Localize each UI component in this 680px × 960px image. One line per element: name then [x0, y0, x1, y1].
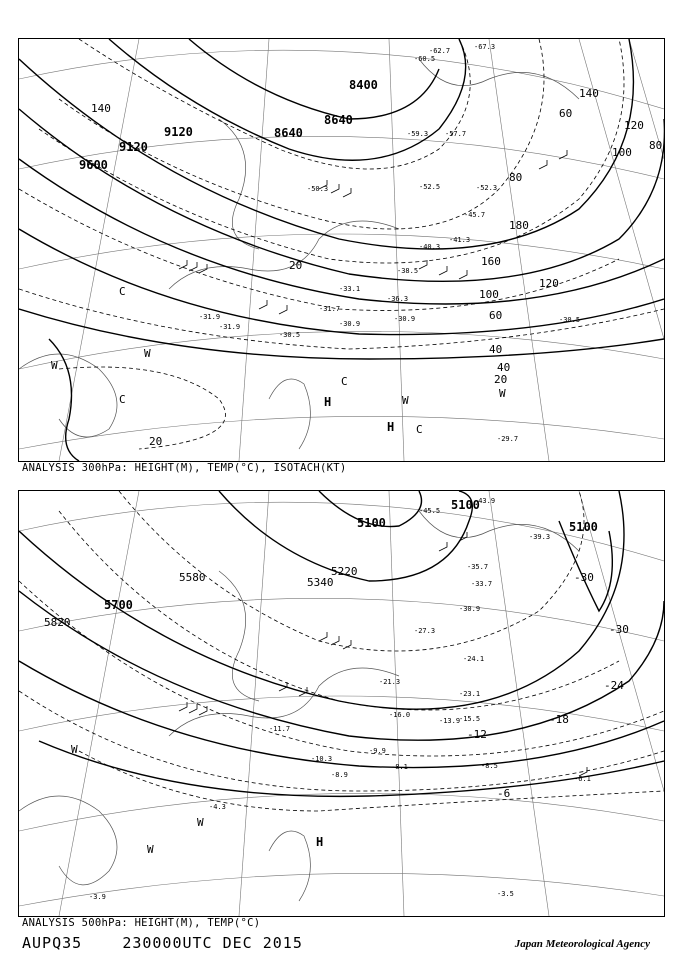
cold-center-label: C	[119, 393, 126, 406]
temperature-value: -30.5	[559, 316, 581, 324]
temperature-value: -3.5	[497, 890, 514, 898]
temperature-value: -52.5	[419, 183, 441, 191]
warm-center-label: W	[402, 394, 409, 407]
isotherm-lines	[19, 491, 664, 811]
isotherm-label: -24	[604, 679, 624, 692]
cold-center-label: C	[416, 423, 423, 436]
isotach-label: 80	[649, 139, 663, 152]
chart-caption-300hpa: ANALYSIS 300hPa: HEIGHT(M), TEMP(°C), ISOTACH(KT)	[22, 462, 347, 474]
isotach-label: 100	[612, 146, 632, 159]
temperature-value: -27.3	[414, 627, 436, 635]
isotach-label: 120	[539, 277, 559, 290]
temperature-value: -38.5	[397, 267, 419, 275]
temperature-value: -67.3	[474, 43, 496, 51]
height-label: 5220	[331, 565, 358, 578]
temperature-value: -60.5	[414, 55, 436, 63]
isotach-label: 140	[579, 87, 599, 100]
isotherm-label: -6	[497, 787, 511, 800]
temperature-value: -31.7	[319, 305, 341, 313]
height-label: 9120	[164, 125, 193, 139]
temperature-value: -40.3	[419, 243, 441, 251]
height-label: 8640	[324, 113, 353, 127]
temperature-value: -52.3	[476, 184, 498, 192]
isotach-label: 120	[624, 119, 644, 132]
temperature-value: -16.0	[389, 711, 411, 719]
isotach-label: 40	[497, 361, 511, 374]
temperature-value: -15.5	[459, 715, 481, 723]
temperature-value: -6.1	[574, 775, 591, 783]
height-label: 8640	[274, 126, 303, 140]
chart-300hpa	[18, 38, 665, 462]
temperature-value: -39.3	[529, 533, 551, 541]
temperature-value: -8.1	[391, 763, 408, 771]
chart-caption-500hpa: ANALYSIS 500hPa: HEIGHT(M), TEMP(°C)	[22, 917, 261, 929]
isotach-label: 20	[289, 259, 303, 272]
temperature-value: -11.7	[269, 725, 291, 733]
temperature-value: -59.3	[407, 130, 429, 138]
height-label: 8400	[349, 78, 378, 92]
temperature-value: -30.9	[394, 315, 416, 323]
map-500hpa	[19, 491, 664, 916]
graticule	[19, 39, 664, 461]
isotach-label: 160	[481, 255, 501, 268]
cold-center-label: C	[341, 375, 348, 388]
temperature-value: -33.1	[339, 285, 361, 293]
height-label: 5100	[451, 498, 480, 512]
temperature-value: -30.5	[279, 331, 301, 339]
isotach-label: 60	[559, 107, 573, 120]
temperature-value: -57.7	[445, 130, 467, 138]
isotach-label: 100	[479, 288, 499, 301]
height-label: 5340	[307, 576, 334, 589]
temperature-value: -23.1	[459, 690, 481, 698]
high-center-label: H	[387, 420, 395, 434]
temperature-value: -24.1	[463, 655, 485, 663]
isotach-label: 140	[91, 102, 111, 115]
chart-500hpa	[18, 490, 665, 917]
warm-center-label: W	[144, 347, 151, 360]
isotherm-label: -30	[609, 623, 629, 636]
temperature-value: -8.9	[331, 771, 348, 779]
height-label: 5580	[179, 571, 206, 584]
isotherm-label: -30	[574, 571, 594, 584]
product-identifier	[22, 934, 303, 952]
coastline	[19, 511, 579, 901]
warm-center-label: W	[71, 743, 78, 756]
high-center-label: H	[316, 835, 324, 849]
temperature-value: -4.3	[209, 803, 226, 811]
height-contours	[19, 39, 664, 461]
isotach-label: 180	[509, 219, 529, 232]
temperature-value: -30.9	[339, 320, 361, 328]
cold-center-label: C	[119, 285, 126, 298]
isotherm-label: -12	[467, 728, 487, 741]
temperature-value: -36.3	[387, 295, 409, 303]
agency-name: Japan Meteorological Agency	[514, 938, 650, 950]
temperature-value: -31.9	[219, 323, 241, 331]
temperature-value: -31.9	[199, 313, 221, 321]
height-contours	[19, 491, 664, 796]
temperature-value: -21.3	[379, 678, 401, 686]
temperature-value: -3.9	[89, 893, 106, 901]
temperature-value: -30.9	[459, 605, 481, 613]
isotach-label: 20	[149, 435, 163, 448]
map-300hpa	[19, 39, 664, 461]
height-label: 5100	[357, 516, 386, 530]
warm-center-label: W	[197, 816, 204, 829]
height-label: 5700	[104, 598, 133, 612]
temperature-value: -13.9	[439, 717, 461, 725]
coastline	[19, 59, 579, 449]
temperature-value: -43.9	[474, 497, 496, 505]
valid-time: 230000UTC DEC 2015	[122, 934, 303, 952]
height-label: 5100	[569, 520, 598, 534]
height-label: 5820	[44, 616, 71, 629]
temperature-value: -62.7	[429, 47, 451, 55]
isotach-label: 80	[509, 171, 523, 184]
isotach-label: 60	[489, 309, 503, 322]
graticule	[19, 491, 664, 916]
warm-center-label: W	[499, 387, 506, 400]
temperature-value: -33.7	[471, 580, 493, 588]
temperature-value: -35.7	[467, 563, 489, 571]
isotach-label: 20	[494, 373, 508, 386]
height-label: 9600	[79, 158, 108, 172]
product-code: AUPQ35	[22, 934, 83, 952]
temperature-value: -50.3	[307, 185, 329, 193]
temperature-value: -10.3	[311, 755, 333, 763]
warm-center-label: W	[147, 843, 154, 856]
temperature-value: -29.7	[497, 435, 519, 443]
warm-center-label: W	[51, 359, 58, 372]
height-label: 9120	[119, 140, 148, 154]
temperature-value: -41.3	[449, 236, 471, 244]
isotherm-label: -18	[549, 713, 569, 726]
isotach-label: 40	[489, 343, 503, 356]
temperature-value: -45.7	[464, 211, 486, 219]
temperature-value: -9.9	[369, 747, 386, 755]
temperature-value: -45.5	[419, 507, 441, 515]
high-center-label: H	[324, 395, 332, 409]
temperature-value: -8.5	[481, 762, 498, 770]
